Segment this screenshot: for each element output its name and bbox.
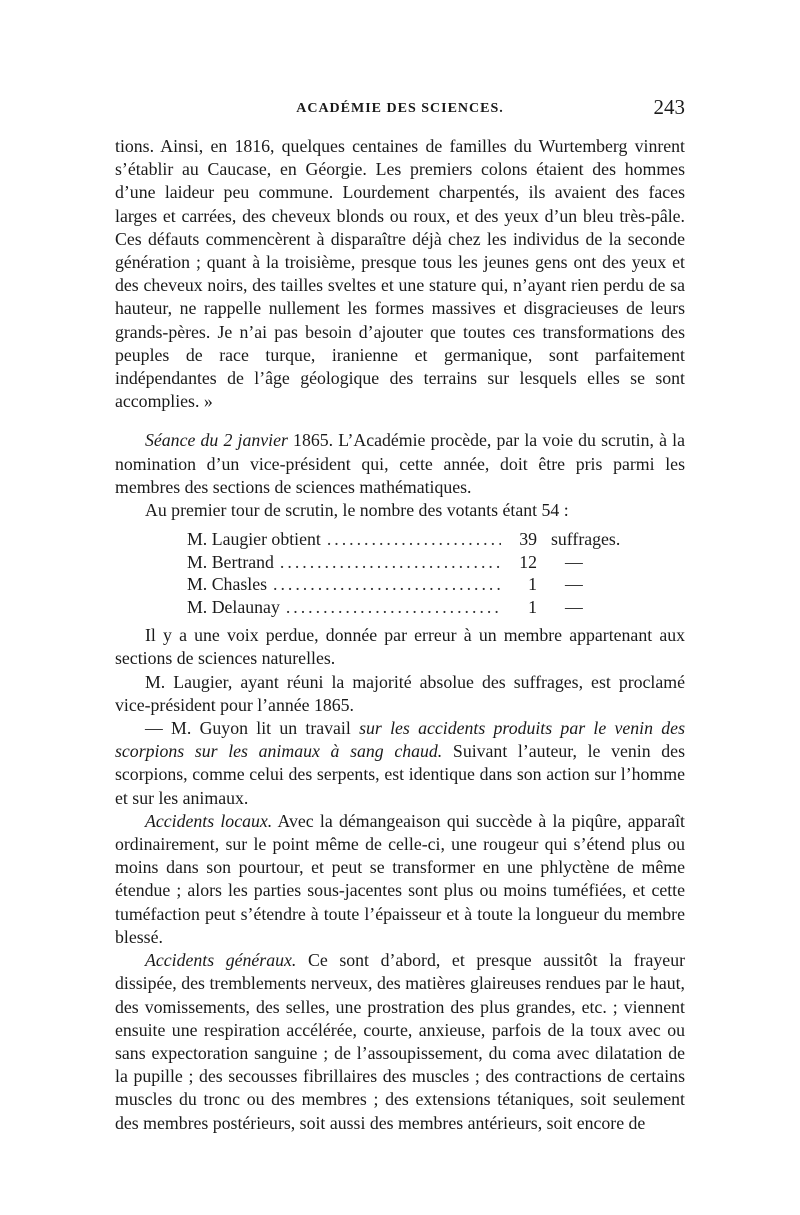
- general-accidents-heading: Accidents généraux.: [145, 950, 297, 971]
- vote-unit: suffrages.: [551, 529, 621, 550]
- paragraph-seance: [115, 429, 685, 499]
- paragraph-guyon: [115, 717, 685, 810]
- dot-leader: [327, 528, 501, 551]
- vote-count: 39: [519, 529, 537, 550]
- paragraph-local-accidents: [115, 810, 685, 949]
- paragraph-first-ballot: Au premier tour de scrutin, le nombre des votants étant 54 :: [145, 500, 569, 521]
- vote-name: M. Delaunay: [187, 596, 280, 617]
- running-title: ACADÉMIE DES SCIENCES.: [296, 101, 504, 116]
- vote-count: 1: [528, 596, 537, 617]
- vote-unit: —: [565, 574, 583, 595]
- paragraph-caucasus-colonists: tions. Ainsi, en 1816, quelques centaines de familles du Wurtemberg vinrent s’établir au Caucase, en Géorgie. Les premiers colons étaient des hommes d’une laideur peu commune. Lourdement charpentés, ils avaient des faces larges et carrées, des cheveux blonds ou roux, et des yeux d’un bleu très-pâle. Ces défauts commencèrent à disparaître déjà chez les individus de la seconde génération ; quant à la troisième, presque tous les jeunes gens ont des yeux et des cheveux noirs, des tailles sveltes et une stature qui, n’ayant rien perdu de sa hauteur, ne rappelle nullement les formes massives et disgracieuses de leurs grands-pères. Je n’ai pas besoin d’ajouter que toutes ces transformations des peuples de race turque, iranienne et germanique, sont parfaitement indépendantes de l’âge géologique des terrains sur lesquels elles se sont accomplies. »: [115, 136, 685, 412]
- local-accidents-heading: Accidents locaux.: [145, 810, 273, 831]
- guyon-title: sur les accidents produits par le venin des scorpions sur les animaux à sang chaud.: [115, 718, 685, 762]
- paragraph-lost-vote: Il y a une voix perdue, donnée par erreur à un membre appartenant aux sections de sciences naturelles.: [115, 625, 685, 669]
- vote-name: M. Chasles: [187, 574, 268, 595]
- vote-row: [187, 551, 643, 574]
- vote-name: M. Laugier obtient: [187, 529, 321, 550]
- seance-text: 1865. L’Académie procède, par la voie du scrutin, à la nomination d’un vice-président qui, cette année, doit être pris parmi les membres des sections de sciences mathématiques.: [115, 430, 685, 497]
- general-accidents-text: Ce sont d’abord, et presque aussitôt la frayeur dissipée, des tremblements nerveux, des matières glaireuses rendues par le haut, des vomissements, des selles, une prostration des plus grandes, etc. ; viennent ensuite une respiration accélérée, courte, anxieuse, parfois de la toux avec ou sans expectoration sanguine ; de l’assoupissement, du coma avec dilatation de la pupille ; des secousses fibrillaires des muscles ; des contractions de certains muscles du tronc ou des membres ; des extensions tétaniques, soit seulement des membres postérieurs, soit aussi des membres antérieurs, soit encore de: [115, 950, 686, 1133]
- page-header: [115, 95, 685, 125]
- seance-date: Séance du 2 janvier: [145, 430, 288, 451]
- vote-row: [187, 573, 643, 596]
- local-accidents-text: Avec la démangeaison qui succède à la piqûre, apparaît ordinairement, sur le point même de celle-ci, une rougeur qui s’étend plus ou moins dans son pourtour, et peut se transformer en une phlyctène de même étendue ; alors les parties sous-jacentes sont plus ou moins tuméfiées, et cette tuméfaction peut s’étendre à toute l’épaisseur et à toute la longueur du membre blessé.: [115, 810, 685, 947]
- vote-table: [187, 528, 685, 618]
- vote-count: 12: [519, 551, 537, 572]
- vote-row: [187, 596, 643, 619]
- vote-unit: —: [565, 551, 583, 572]
- vote-count: 1: [528, 574, 537, 595]
- page-number: 243: [653, 95, 685, 119]
- guyon-intro: — M. Guyon lit un travail: [145, 718, 360, 739]
- dot-leader: [280, 551, 501, 574]
- vote-name: M. Bertrand: [187, 551, 274, 572]
- paragraph-general-accidents: [115, 949, 685, 1135]
- paragraph-laugier-elected: M. Laugier, ayant réuni la majorité absolue des suffrages, est proclamé vice-président pour l’année 1865.: [115, 671, 685, 715]
- guyon-text: Suivant l’auteur, le venin des scorpions, comme celui des serpents, est identique dans son action sur l’homme et sur les animaux.: [115, 741, 685, 808]
- body-text: [115, 135, 685, 1135]
- dot-leader: [273, 573, 501, 596]
- dot-leader: [286, 596, 501, 619]
- vote-unit: —: [565, 596, 583, 617]
- vote-row: [187, 528, 643, 551]
